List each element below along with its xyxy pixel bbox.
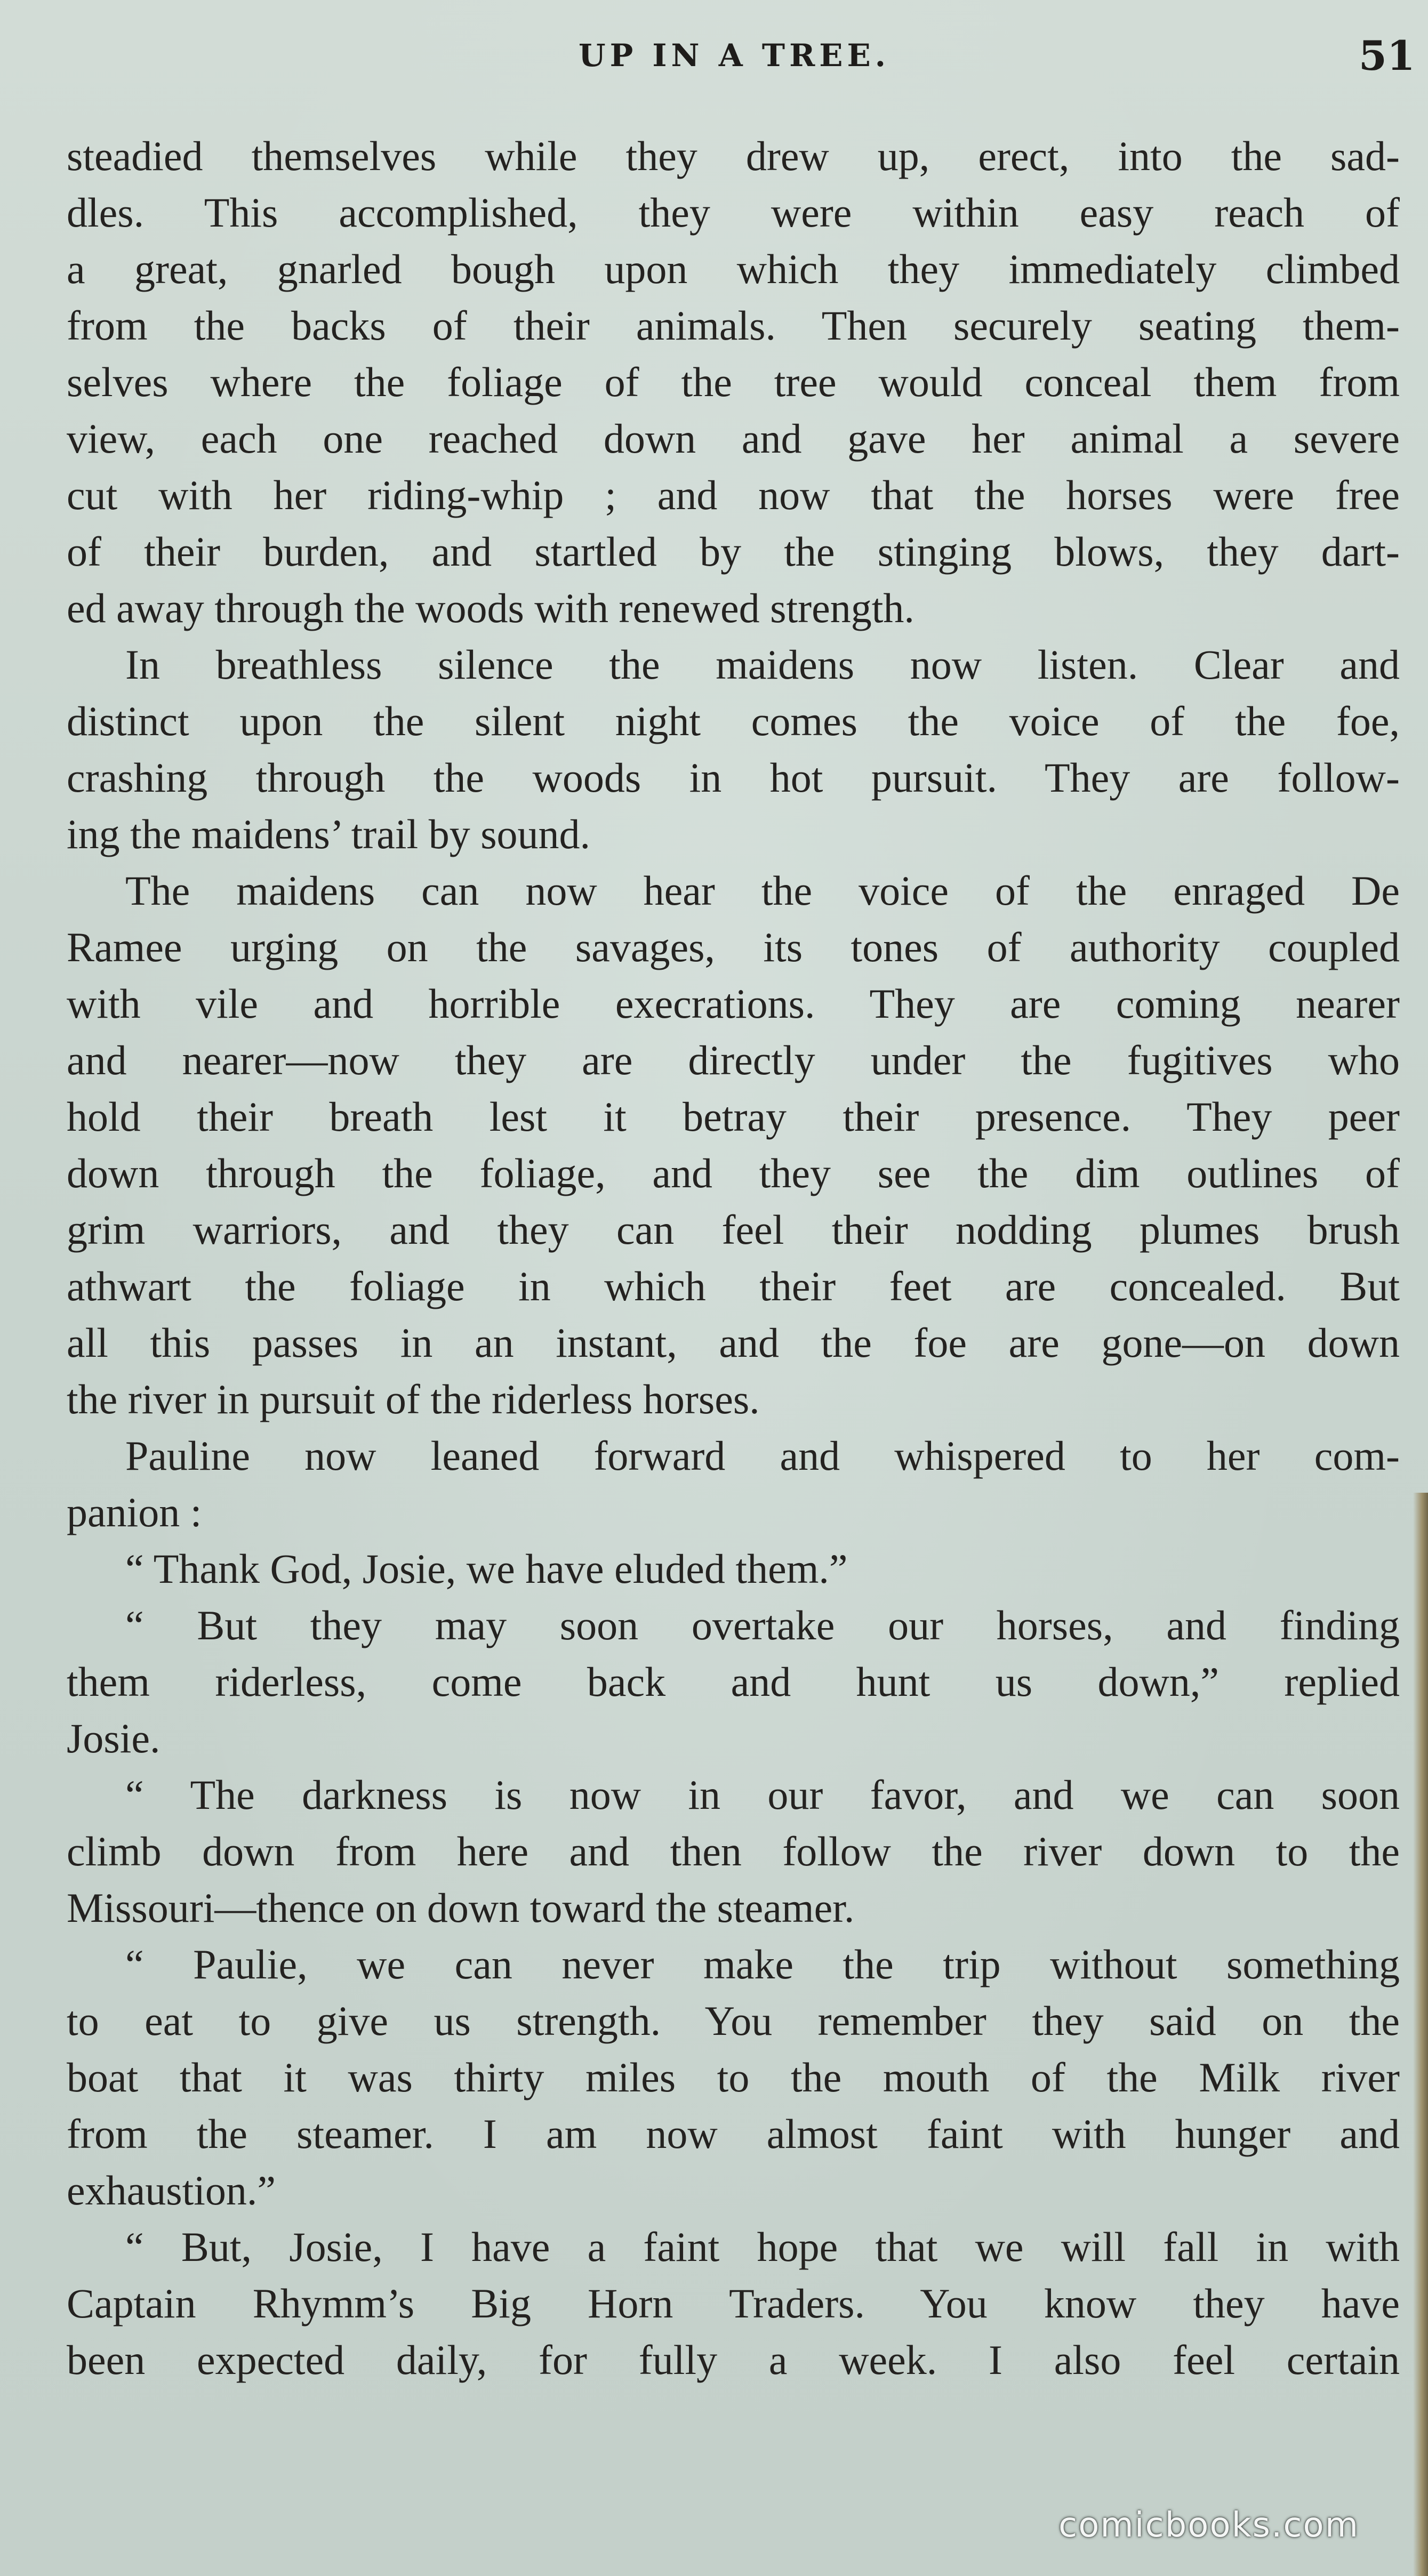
page-edge-shadow (1413, 1493, 1428, 2576)
text-line: from the backs of their animals. Then securely seating them- (67, 302, 1400, 349)
text-line: distinct upon the silent night comes the voice of the foe, (67, 698, 1400, 744)
text-line: Missouri—thence on down toward the steamer. (67, 1885, 855, 1931)
text-line: “ Paulie, we can never make the trip without something (125, 1941, 1400, 1987)
page-header (0, 32, 1428, 91)
text-line: climb down from here and then follow the river down to the (67, 1828, 1400, 1874)
text-line: with vile and horrible execrations. They are coming nearer (67, 980, 1400, 1027)
text-line: of their burden, and startled by the stinging blows, they dart- (67, 528, 1400, 575)
text-line: “ The darkness is now in our favor, and we can soon (125, 1772, 1400, 1818)
text-line: exhaustion.” (67, 2167, 276, 2213)
text-line: steadied themselves while they drew up, erect, into the sad- (67, 133, 1400, 179)
text-line: cut with her riding-whip ; and now that the horses were free (67, 472, 1400, 518)
text-line: them riderless, come back and hunt us down,” replied (67, 1659, 1400, 1705)
text-line: the river in pursuit of the riderless horses. (67, 1376, 760, 1422)
text-line: grim warriors, and they can feel their nodding plumes brush (67, 1206, 1400, 1253)
text-line: “ Thank God, Josie, we have eluded them.” (125, 1545, 848, 1592)
text-line: In breathless silence the maidens now listen. Clear and (125, 641, 1400, 688)
text-line: and nearer—now they are directly under the fugitives who (67, 1037, 1400, 1083)
running-head: UP IN A TREE. (579, 37, 890, 74)
text-line: to eat to give us strength. You remember they said on the (67, 1998, 1400, 2044)
text-line: ing the maidens’ trail by sound. (67, 811, 591, 857)
text-line: Captain Rhymm’s Big Horn Traders. You know they have (67, 2280, 1400, 2327)
body-text (67, 128, 1400, 2388)
text-line: been expected daily, for fully a week. I also feel certain (67, 2337, 1400, 2383)
text-line: all this passes in an instant, and the foe are gone—on down (67, 1319, 1400, 1366)
text-line: Pauline now leaned forward and whispered to her com- (125, 1432, 1400, 1479)
text-line: Josie. (67, 1715, 161, 1761)
text-line: Ramee urging on the savages, its tones of authority coupled (67, 924, 1400, 970)
text-line: panion : (67, 1489, 202, 1535)
text-line: ed away through the woods with renewed strength. (67, 585, 914, 631)
text-line: crashing through the woods in hot pursuit. They are follow- (67, 754, 1400, 801)
page-number: 51 (1359, 32, 1415, 79)
text-line: “ But they may soon overtake our horses, and finding (125, 1602, 1400, 1648)
text-line: boat that it was thirty miles to the mouth of the Milk river (67, 2054, 1400, 2100)
text-line: a great, gnarled bough upon which they immediately climbed (67, 246, 1400, 292)
text-line: The maidens can now hear the voice of the enraged De (125, 867, 1400, 914)
text-line: athwart the foliage in which their feet are concealed. But (67, 1263, 1400, 1309)
text-line: view, each one reached down and gave her animal a severe (67, 415, 1400, 462)
text-line: from the steamer. I am now almost faint with hunger and (67, 2111, 1400, 2157)
text-line: hold their breath lest it betray their presence. They peer (67, 1093, 1400, 1140)
watermark-logo: comicbooks.com (1058, 2506, 1360, 2545)
text-line: “ But, Josie, I have a faint hope that we will fall in with (125, 2224, 1400, 2270)
text-line: down through the foliage, and they see the dim outlines of (67, 1150, 1400, 1196)
text-line: selves where the foliage of the tree would conceal them from (67, 359, 1400, 405)
text-line: dles. This accomplished, they were within easy reach of (67, 189, 1400, 236)
